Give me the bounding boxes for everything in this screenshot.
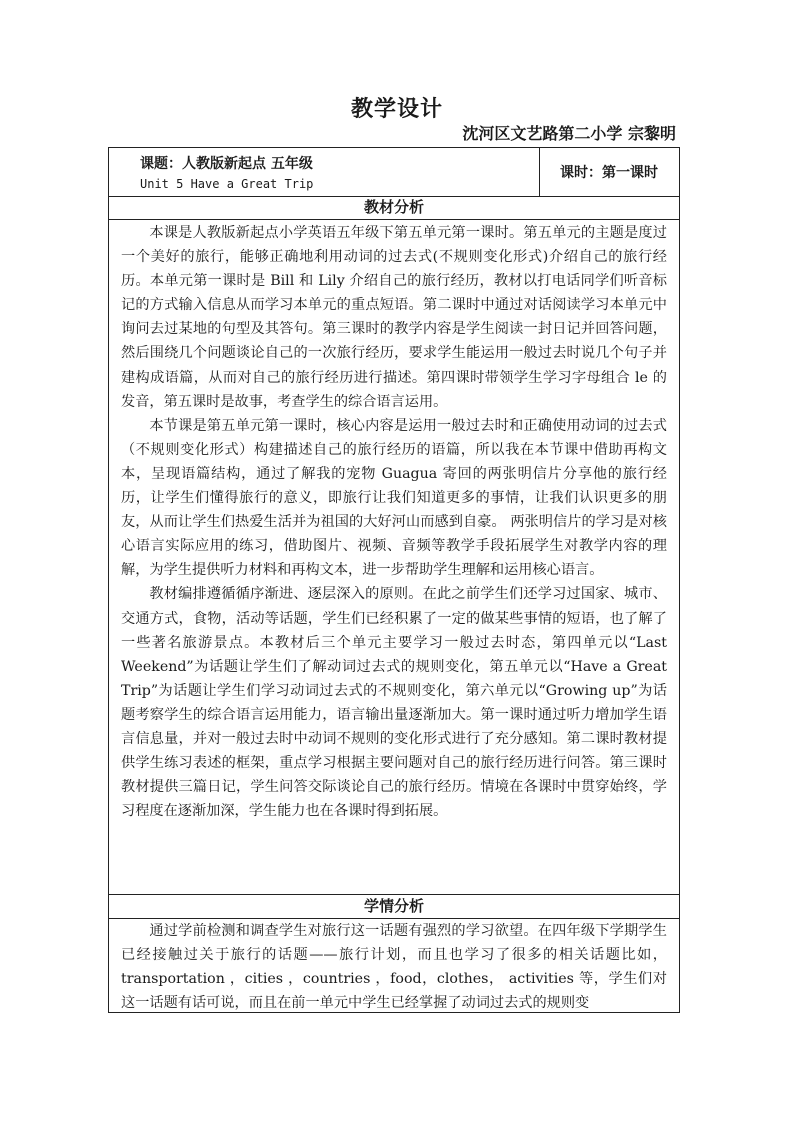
paragraph: 通过学前检测和调查学生对旅行这一话题有强烈的学习欲望。在四年级下学期学生已经接触过关于旅行的话题——旅行计划，而且也学习了很多的相关话题比如，transportation ，cities ，countries ，food，clothes， activities 等，学生们对这一话题有话可说，而且在前一单元中学生已经掌握了动词过去式的规则变 <box>121 923 667 1012</box>
section-heading-learners: 学情分析 <box>109 894 679 919</box>
lesson-design-table <box>108 147 680 1013</box>
paragraph: 本课是人教版新起点小学英语五年级下第五单元第一课时。第五单元的主题是度过一个美好的旅行，能够正确地利用动词的过去式(不规则变化形式)介绍自己的旅行经历。本单元第一课时是 Bill 和 Lily 介绍自己的旅行经历，教材以打电话同学们听音标记的方式输入信息从而学习本单元的重点短语。第二课时中通过对话阅读学习本单元中询问去过某地的句型及其答句。第三课时的教学内容是学生阅读一封日记并回答问题，然后围绕几个问题谈论自己的一次旅行经历，要求学生能运用一般过去时说几个句子并建构成语篇，从而对自己的旅行经历进行描述。第四课时带领学生学习字母组合 le 的发音，第五课时是故事，考查学生的综合语言运用。 <box>121 225 667 410</box>
document-title: 教学设计 <box>350 97 443 122</box>
lesson-title-en: Unit 5 Have a Great Trip <box>140 177 314 191</box>
author-line: 沈河区文艺路第二小学 宗黎明 <box>462 124 676 143</box>
lesson-title-cell <box>109 148 540 196</box>
lesson-title-cn: 课题：人教版新起点 五年级 <box>140 156 313 172</box>
section-body-textbook <box>121 221 667 823</box>
lesson-period-cell: 课时：第一课时 <box>560 165 658 181</box>
paragraph: 本节课是第五单元第一课时，核心内容是运用一般过去时和正确使用动词的过去式（不规则变化形式）构建描述自己的旅行经历的语篇，所以我在本节课中借助再构文本，呈现语篇结构，通过了解我的宠物 Guagua 寄回的两张明信片分享他的旅行经历，让学生们懂得旅行的意义，即旅行让我们知道更多的事情，让我们认识更多的朋友，从而让学生们热爱生活并为祖国的大好河山而感到自豪。 两张明信片的学习是对核心语言实际应用的练习，借助图片、视频、音频等教学手段拓展学生对教学内容的理解，为学生提供听力材料和再构文本，进一步帮助学生理解和运用核心语言。 <box>121 417 667 579</box>
section-heading-textbook: 教材分析 <box>109 196 679 220</box>
lesson-header-row <box>109 148 679 197</box>
section-body-learners <box>121 919 667 1015</box>
paragraph: 教材编排遵循循序渐进、逐层深入的原则。在此之前学生们还学习过国家、城市、交通方式，食物，活动等话题，学生们已经积累了一定的做某些事情的短语，也了解了一些著名旅游景点。本教材后三个单元主要学习一般过去时态，第四单元以“Last Weekend”为话题让学生们了解动词过去式的规则变化，第五单元以“Have a Great Trip”为话题让学生们学习动词过去式的不规则变化，第六单元以“Growing up”为话题考察学生的综合语言运用能力，语言输出量逐渐加大。第一课时通过听力增加学生语言信息量，并对一般过去时中动词不规则的变化形式进行了充分感知。第二课时教材提供学生练习表述的框架，重点学习根据主要问题对自己的旅行经历进行问答。第三课时教材提供三篇日记，学生问答交际谈论自己的旅行经历。情境在各课时中贯穿始终，学习程度在逐渐加深，学生能力也在各课时得到拓展。 <box>121 586 667 820</box>
